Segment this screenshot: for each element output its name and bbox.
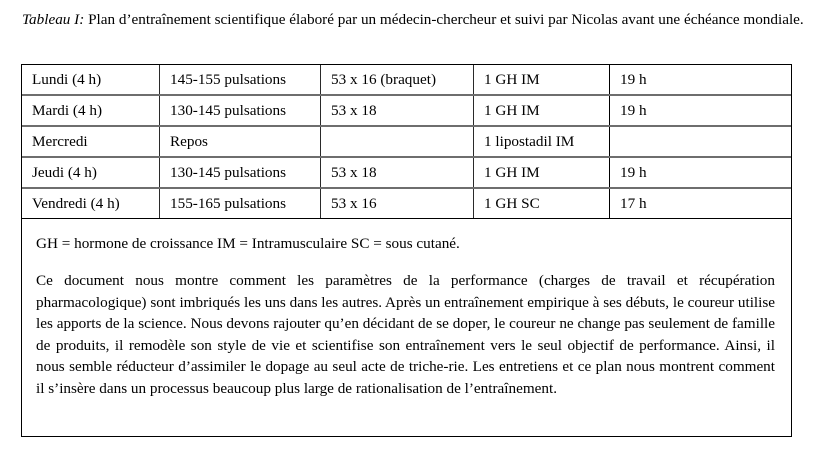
cell-day: Vendredi (4 h) xyxy=(22,188,160,219)
cell-day: Lundi (4 h) xyxy=(22,65,160,95)
cell-time: 19 h xyxy=(610,65,792,95)
cell-time: 19 h xyxy=(610,95,792,126)
cell-pulse: 145-155 pulsations xyxy=(160,65,321,95)
cell-day: Jeudi (4 h) xyxy=(22,157,160,188)
table-row xyxy=(22,65,791,95)
table-row xyxy=(22,126,791,157)
cell-pulse: 130-145 pulsations xyxy=(160,95,321,126)
cell-drug: 1 GH IM xyxy=(474,95,610,126)
cell-gear: 53 x 18 xyxy=(321,95,474,126)
cell-time: 19 h xyxy=(610,157,792,188)
cell-time: 17 h xyxy=(610,188,792,219)
cell-gear: 53 x 16 (braquet) xyxy=(321,65,474,95)
cell-gear xyxy=(321,126,474,157)
caption-text: Plan d’entraînement scientifique élaboré par un médecin-chercheur et suivi par Nicolas avant une échéance mondiale. xyxy=(88,11,804,28)
cell-pulse: 155-165 pulsations xyxy=(160,188,321,219)
cell-time xyxy=(610,126,792,157)
table-row xyxy=(22,95,791,126)
table-row xyxy=(22,157,791,188)
cell-pulse: 130-145 pulsations xyxy=(160,157,321,188)
cell-day: Mercredi xyxy=(22,126,160,157)
cell-drug: 1 GH IM xyxy=(474,65,610,95)
caption-label: Tableau I: xyxy=(22,11,85,28)
table-caption xyxy=(22,9,815,30)
training-plan-table xyxy=(21,64,792,437)
schedule-body xyxy=(22,65,791,219)
abbreviation-legend: GH = hormone de croissance IM = Intramusculaire SC = sous cutané. xyxy=(36,235,460,252)
schedule-grid xyxy=(22,65,791,219)
cell-gear: 53 x 18 xyxy=(321,157,474,188)
cell-day: Mardi (4 h) xyxy=(22,95,160,126)
cell-pulse: Repos xyxy=(160,126,321,157)
commentary-paragraph: Ce document nous montre comment les paramètres de la performance (charges de travail et récupération pharmacologique) sont imbriqués les uns dans les autres. Après un entraînement empirique à ses débuts, le coureur utilise les apports de la science. Nous devons rajouter qu’en décidant de se doper, le coureur ne change pas seulement de famille de produits, il remodèle son style de vie et scientifise son entraînement vers le seul objectif de performance. Ainsi, il nous semble réducteur d’assimiler le dopage au seul acte de triche-rie. Les entretiens et ce plan nous montrent comment il s’insère dans un processus beaucoup plus large de rationalisation de l’entraînement. xyxy=(36,272,775,397)
cell-drug: 1 GH IM xyxy=(474,157,610,188)
table-row xyxy=(22,188,791,219)
cell-gear: 53 x 16 xyxy=(321,188,474,219)
cell-drug: 1 GH SC xyxy=(474,188,610,219)
cell-drug: 1 lipostadil IM xyxy=(474,126,610,157)
